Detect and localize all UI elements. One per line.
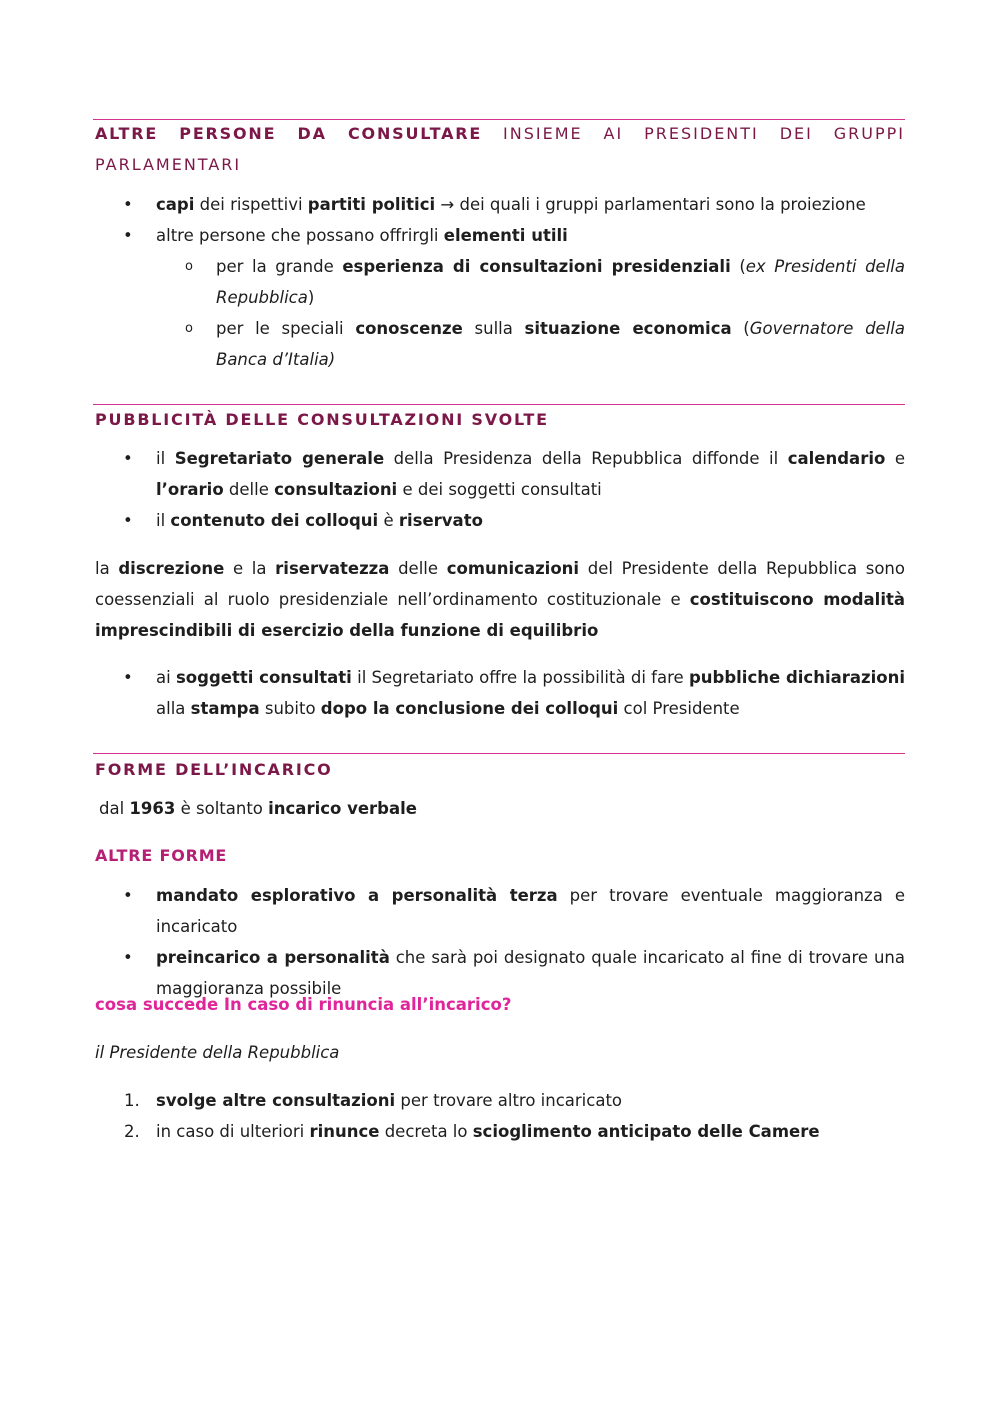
list-item: • capi dei rispettivi partiti politici → dei quali i gruppi parlamentari sono la proiezione [95, 189, 905, 220]
section-heading-pubblicita: PUBBLICITÀ DELLE CONSULTAZIONI SVOLTE [95, 410, 549, 429]
bullet-marker: • [123, 195, 133, 214]
bullet-marker: • [123, 668, 133, 687]
list-item: • ai soggetti consultati il Segretariato offre la possibilità di fare pubbliche dichiarazioni alla stampa subito dopo la conclusione dei colloqui col Presidente [95, 662, 905, 724]
bullet-marker: • [123, 948, 133, 967]
sub-bullet-marker: o [185, 259, 193, 274]
sub-list-item: o per la grande esperienza di consultazioni presidenziali (ex Presidenti della Repubblica) [95, 251, 905, 313]
sub-list-item: o per le speciali conoscenze sulla situazione economica (Governatore della Banca d’Italia) [95, 313, 905, 375]
number-marker: 2. [124, 1122, 140, 1141]
list-item: 1. svolge altre consultazioni per trovare altro incaricato [95, 1085, 905, 1116]
list-item: • il Segretariato generale della Presidenza della Repubblica diffonde il calendario e l’orario delle consultazioni e dei soggetti consultati [95, 443, 905, 505]
bullet-list [95, 189, 905, 375]
sub-heading-altre-forme: ALTRE FORME [95, 846, 228, 865]
number-marker: 1. [124, 1091, 140, 1110]
list-item: • il contenuto dei colloqui è riservato [95, 505, 905, 536]
numbered-list [95, 1085, 905, 1147]
list-item: 2. in caso di ulteriori rinunce decreta lo scioglimento anticipato delle Camere [95, 1116, 905, 1147]
bullet-marker: • [123, 226, 133, 245]
list-item: • altre persone che possano offrirgli elementi utili [95, 220, 905, 251]
bullet-list [95, 880, 905, 1004]
list-item: • preincarico a personalità che sarà poi designato quale incaricato al fine di trovare una maggioranza possibile [95, 942, 905, 1004]
paragraph-discrezione: la discrezione e la riservatezza delle comunicazioni del Presidente della Repubblica sono coessenziali al ruolo presidenziale nell’ordinamento costituzionale e costituiscono modalità imprescindibili di esercizio della funzione di equilibrio [95, 559, 906, 640]
bullet-marker: • [123, 449, 133, 468]
bullet-list [95, 662, 905, 724]
bullet-marker: • [123, 886, 133, 905]
sub-bullet-marker: o [185, 321, 193, 336]
list-item: • mandato esplorativo a personalità terza per trovare eventuale maggioranza e incaricato [95, 880, 905, 942]
bullet-list [95, 443, 905, 536]
paragraph-incarico-verbale: dal 1963 è soltanto incarico verbale [99, 799, 417, 818]
section-heading-altre-persone: ALTRE PERSONE DA CONSULTARE INSIEME AI PRESIDENTI DEI GRUPPI PARLAMENTARI [95, 124, 905, 174]
question-rinuncia: cosa succede In caso di rinuncia all’incarico? [95, 995, 512, 1014]
bullet-marker: • [123, 511, 133, 530]
paragraph-presidente: il Presidente della Repubblica [95, 1043, 340, 1062]
section-heading-forme: FORME DELL’INCARICO [95, 760, 333, 779]
